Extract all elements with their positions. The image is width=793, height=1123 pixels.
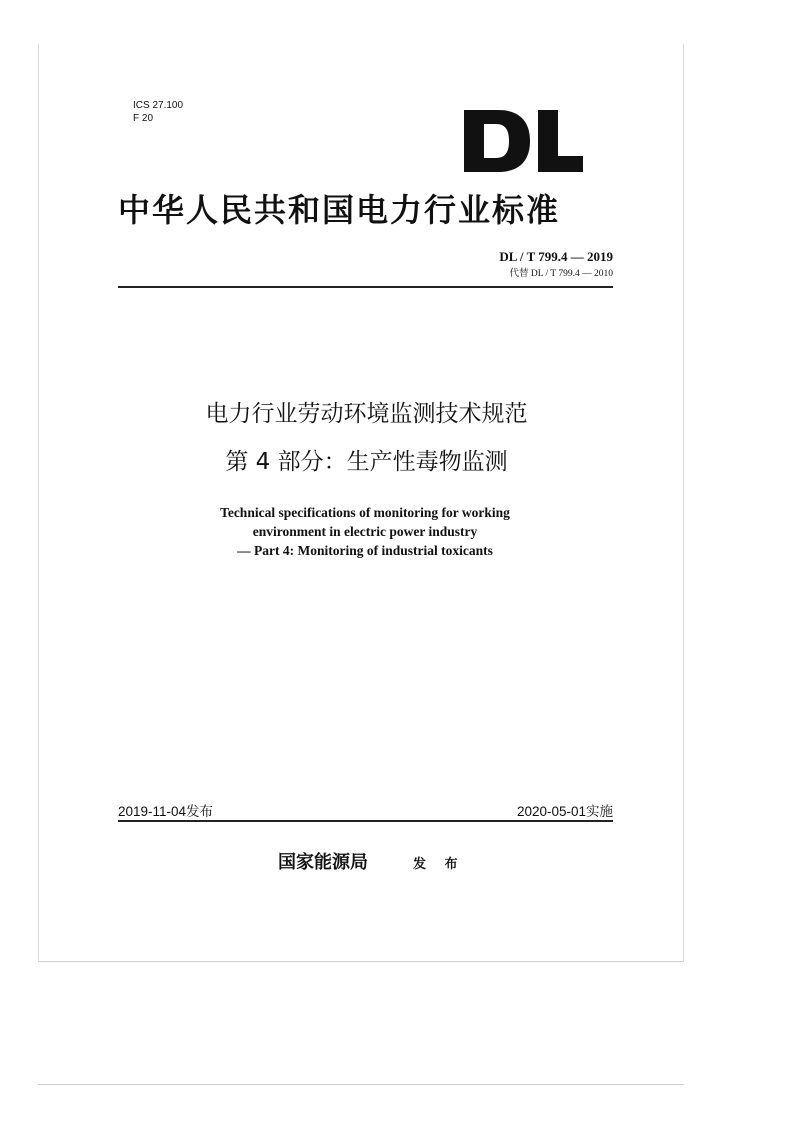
issue-date: 2019-11-04发布: [118, 804, 214, 819]
title-en-line3: — Part 4: Monitoring of industrial toxicants: [237, 543, 493, 558]
standard-category: 中华人民共和国电力行业标准: [118, 191, 561, 229]
title-en-line2: environment in electric power industry: [252, 524, 478, 539]
ccs-code: F 20: [133, 113, 154, 124]
title-zh-line2: 第 4 部分：生产性毒物监测: [225, 449, 508, 475]
implementation-date: 2020-05-01实施: [516, 804, 613, 819]
supersedes-note: 代替 DL / T 799.4 — 2010: [509, 269, 613, 279]
page-separator: [38, 1084, 684, 1085]
standard-number: DL / T 799.4 — 2019: [499, 249, 613, 264]
footer-rule: [118, 820, 613, 822]
title-zh-line1: 电力行业劳动环境监测技术规范: [205, 401, 528, 427]
classification-codes: [133, 99, 183, 125]
ics-code: ICS 27.100: [133, 100, 184, 111]
title-en-line1: Technical specifications of monitoring for working: [220, 505, 510, 520]
publish-verb: 发 布: [413, 857, 465, 872]
title-en: [140, 503, 590, 560]
dl-logo: [462, 108, 584, 174]
publisher: 国家能源局: [278, 852, 368, 873]
header-rule: [118, 286, 613, 288]
